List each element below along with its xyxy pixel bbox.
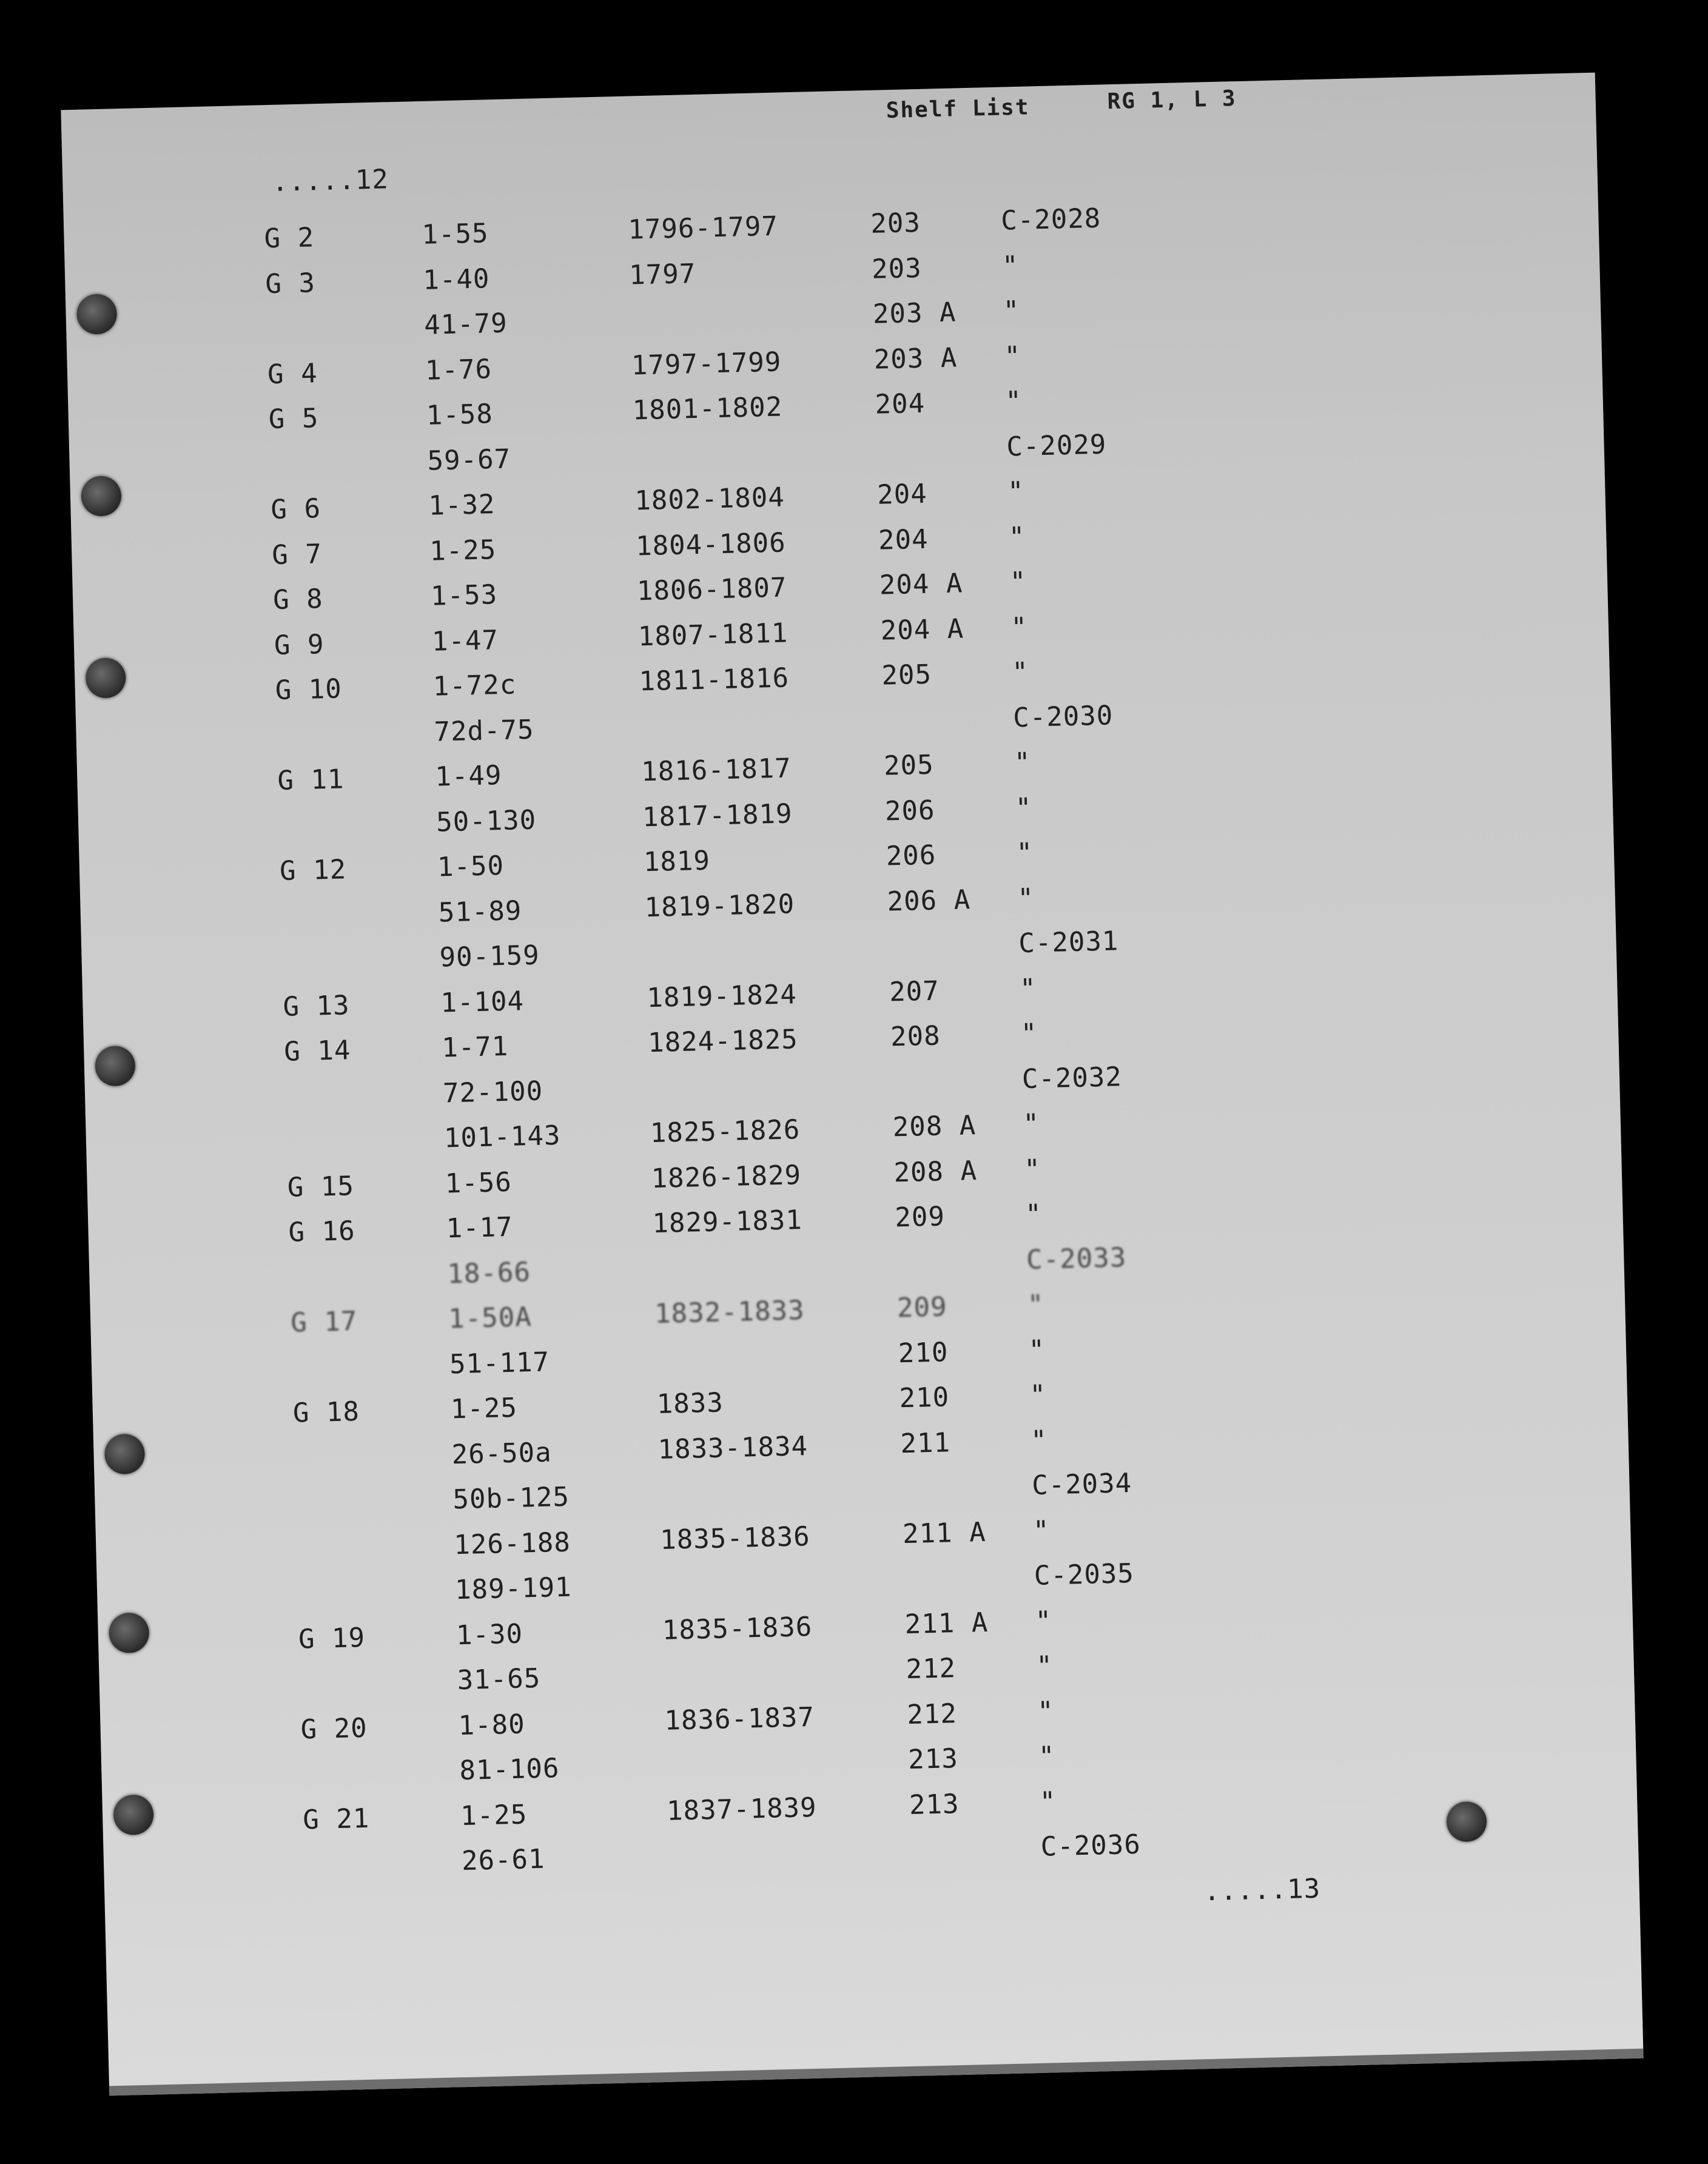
- volume-number: G 5: [268, 403, 320, 435]
- item-number: 207: [889, 975, 940, 1007]
- date-range: 1811-1816: [639, 662, 790, 697]
- date-range: 1819: [643, 845, 711, 878]
- page-range: 1-71: [441, 1030, 509, 1064]
- page-range: 1-104: [440, 985, 525, 1019]
- page-range: 81-106: [459, 1753, 560, 1787]
- item-number: 205: [883, 749, 935, 782]
- page-range: 1-55: [421, 218, 489, 250]
- microfilm-reel: C-2032: [1021, 1061, 1123, 1095]
- item-number: 206: [886, 839, 936, 872]
- microfilm-reel: ": [1038, 1741, 1056, 1772]
- date-range: 1835-1836: [659, 1521, 811, 1556]
- item-number: 203 A: [873, 341, 958, 375]
- date-range: 1801-1802: [632, 391, 783, 426]
- item-number: 211 A: [902, 1516, 987, 1550]
- punch-hole: [1446, 1801, 1487, 1843]
- microfilm-reel: ": [1016, 837, 1034, 869]
- page-bottom-edge: [109, 2049, 1644, 2096]
- microfilm-reel: ": [1035, 1650, 1054, 1682]
- item-number: 210: [898, 1336, 949, 1369]
- volume-number: G 10: [275, 673, 343, 707]
- page-range: 1-47: [431, 624, 499, 657]
- volume-number: G 9: [274, 628, 325, 661]
- microfilm-reel: C-2036: [1040, 1829, 1141, 1863]
- record-group-reference: RG 1, L 3: [1107, 86, 1237, 115]
- item-number: 211 A: [904, 1607, 989, 1640]
- page-range: 189-191: [454, 1571, 573, 1606]
- microfilm-reel: ": [1020, 1018, 1038, 1050]
- microfilm-reel: ": [1007, 475, 1025, 508]
- page-range: 1-30: [456, 1618, 523, 1651]
- volume-number: G 6: [270, 493, 321, 526]
- item-number: 210: [899, 1382, 950, 1414]
- microfilm-reel: C-2031: [1018, 926, 1119, 959]
- microfilm-reel: ": [1035, 1605, 1052, 1637]
- page-range: 1-72c: [432, 669, 517, 702]
- microfilm-reel: ": [1030, 1424, 1048, 1456]
- item-number: 204 A: [879, 568, 963, 601]
- page-range: 18-66: [446, 1256, 531, 1289]
- volume-number: G 8: [272, 583, 324, 616]
- item-number: 206 A: [887, 884, 971, 917]
- item-number: 209: [894, 1201, 946, 1234]
- continued-to-marker: .....13: [1203, 1873, 1321, 1907]
- shelf-list-page: [61, 73, 1643, 2096]
- punch-hole: [76, 294, 118, 335]
- page-range: 1-80: [458, 1709, 526, 1741]
- page-range: 72d-75: [433, 714, 535, 748]
- page-range: 1-40: [422, 263, 490, 296]
- date-range: 1832-1833: [654, 1295, 805, 1330]
- microfilm-reel: ": [1019, 973, 1037, 1004]
- page-range: 1-76: [425, 353, 493, 386]
- item-number: 204: [878, 523, 929, 556]
- date-range: 1833-1834: [657, 1430, 809, 1465]
- page-range: 1-25: [450, 1392, 518, 1425]
- microfilm-reel: ": [1032, 1514, 1051, 1547]
- item-number: 212: [905, 1653, 957, 1685]
- page-range: 31-65: [457, 1662, 541, 1696]
- page-range: 1-58: [426, 398, 494, 431]
- date-range: 1804-1806: [635, 526, 787, 562]
- item-number: 203: [870, 207, 921, 240]
- microfilm-reel: ": [1027, 1289, 1045, 1321]
- microfilm-reel: ": [1011, 656, 1029, 688]
- page-range: 101-143: [443, 1120, 561, 1154]
- item-number: 212: [906, 1698, 958, 1730]
- volume-number: G 13: [282, 989, 351, 1023]
- microfilm-reel: C-2028: [1000, 203, 1101, 237]
- date-range: 1797: [628, 258, 696, 291]
- date-range: 1817-1819: [642, 798, 793, 833]
- punch-hole: [113, 1795, 154, 1836]
- item-number: 213: [909, 1788, 960, 1821]
- page-range: 1-25: [429, 534, 497, 567]
- date-range: 1837-1839: [666, 1792, 818, 1827]
- microfilm-reel: C-2035: [1034, 1557, 1135, 1591]
- page-range: 72-100: [442, 1075, 543, 1109]
- page-range: 90-159: [439, 939, 540, 973]
- page-range: 51-117: [449, 1346, 550, 1380]
- page-range: 1-17: [446, 1211, 514, 1245]
- date-range: 1835-1836: [662, 1611, 813, 1646]
- punch-hole: [81, 475, 122, 517]
- microfilm-reel: ": [1004, 340, 1021, 372]
- volume-number: G 18: [292, 1396, 360, 1429]
- date-range: 1825-1826: [650, 1114, 801, 1149]
- volume-number: G 11: [277, 764, 345, 796]
- page-range: 1-56: [445, 1166, 513, 1199]
- microfilm-reel: ": [1001, 250, 1020, 282]
- volume-number: G 20: [300, 1712, 368, 1746]
- page-range: 1-50: [437, 850, 505, 883]
- volume-number: G 19: [298, 1622, 366, 1655]
- item-number: 204: [876, 478, 928, 511]
- microfilm-reel: ": [1008, 521, 1026, 553]
- microfilm-reel: ": [1028, 1334, 1046, 1366]
- page-range: 26-50a: [451, 1436, 553, 1470]
- date-range: 1819-1824: [646, 978, 798, 1013]
- shelf-list-table: [61, 73, 1595, 1877]
- volume-number: G 14: [283, 1035, 351, 1067]
- item-number: 208 A: [892, 1110, 977, 1143]
- microfilm-reel: ": [1014, 747, 1032, 779]
- microfilm-reel: ": [1015, 792, 1033, 824]
- punch-hole: [95, 1046, 136, 1087]
- date-range: 1829-1831: [651, 1205, 803, 1240]
- item-number: 204: [875, 388, 926, 420]
- page-range: 41-79: [423, 307, 508, 341]
- microfilm-reel: ": [1009, 566, 1027, 598]
- microfilm-reel: ": [1003, 295, 1021, 327]
- date-range: 1806-1807: [636, 572, 788, 607]
- page-range: 26-61: [461, 1843, 546, 1877]
- microfilm-reel: ": [1029, 1379, 1047, 1411]
- date-range: 1836-1837: [664, 1701, 815, 1736]
- punch-hole: [109, 1613, 150, 1654]
- page-range: 1-49: [434, 759, 502, 793]
- page-range: 126-188: [453, 1527, 571, 1561]
- microfilm-reel: C-2033: [1026, 1242, 1127, 1275]
- microfilm-reel: ": [1004, 385, 1023, 417]
- item-number: 208: [890, 1020, 941, 1053]
- volume-number: G 17: [290, 1306, 358, 1339]
- item-number: 203 A: [872, 297, 957, 330]
- page-range: 1-25: [460, 1798, 528, 1832]
- volume-number: G 21: [302, 1803, 370, 1835]
- item-number: 211: [899, 1426, 951, 1459]
- page-range: 59-67: [427, 443, 511, 477]
- continued-from-marker: .....12: [271, 164, 389, 198]
- date-range: 1796-1797: [627, 210, 779, 246]
- date-range: 1819-1820: [644, 888, 795, 923]
- microfilm-reel: C-2029: [1006, 428, 1107, 462]
- microfilm-reel: ": [1010, 611, 1028, 643]
- volume-number: G 7: [271, 538, 323, 571]
- volume-number: G 16: [288, 1215, 356, 1248]
- date-range: 1824-1825: [647, 1024, 799, 1059]
- page-range: 50-130: [435, 804, 537, 838]
- punch-hole: [104, 1434, 146, 1475]
- microfilm-reel: ": [1024, 1198, 1043, 1231]
- item-number: 204 A: [880, 613, 964, 647]
- date-range: 1816-1817: [640, 753, 792, 788]
- item-number: 206: [884, 795, 936, 827]
- date-range: 1807-1811: [637, 617, 788, 652]
- microfilm-reel: ": [1017, 882, 1035, 914]
- page-range: 1-53: [430, 579, 498, 612]
- item-number: 213: [907, 1743, 959, 1776]
- microfilm-reel: ": [1023, 1153, 1041, 1185]
- volume-number: G 12: [279, 854, 347, 887]
- page-title: Shelf List: [886, 95, 1030, 124]
- page-range: 51-89: [438, 895, 522, 929]
- item-number: 205: [881, 659, 932, 691]
- microfilm-reel: ": [1023, 1108, 1040, 1140]
- item-number: 209: [896, 1291, 948, 1324]
- punch-hole: [85, 657, 126, 699]
- microfilm-reel: C-2030: [1012, 699, 1114, 733]
- microfilm-reel: ": [1039, 1786, 1057, 1818]
- volume-number: G 4: [267, 357, 318, 390]
- page-range: 1-50A: [448, 1302, 533, 1335]
- date-range: 1802-1804: [634, 482, 785, 517]
- volume-number: G 15: [287, 1170, 355, 1203]
- date-range: 1826-1829: [651, 1159, 802, 1194]
- page-range: 50b-125: [452, 1481, 570, 1516]
- item-number: 208 A: [893, 1155, 978, 1188]
- date-range: 1833: [656, 1387, 724, 1420]
- item-number: 203: [871, 252, 923, 285]
- volume-number: G 2: [264, 222, 315, 255]
- date-range: 1797-1799: [631, 346, 782, 381]
- page-range: 1-32: [428, 489, 496, 522]
- microfilm-reel: ": [1037, 1695, 1055, 1727]
- volume-number: G 3: [264, 267, 316, 300]
- microfilm-reel: C-2034: [1031, 1467, 1132, 1501]
